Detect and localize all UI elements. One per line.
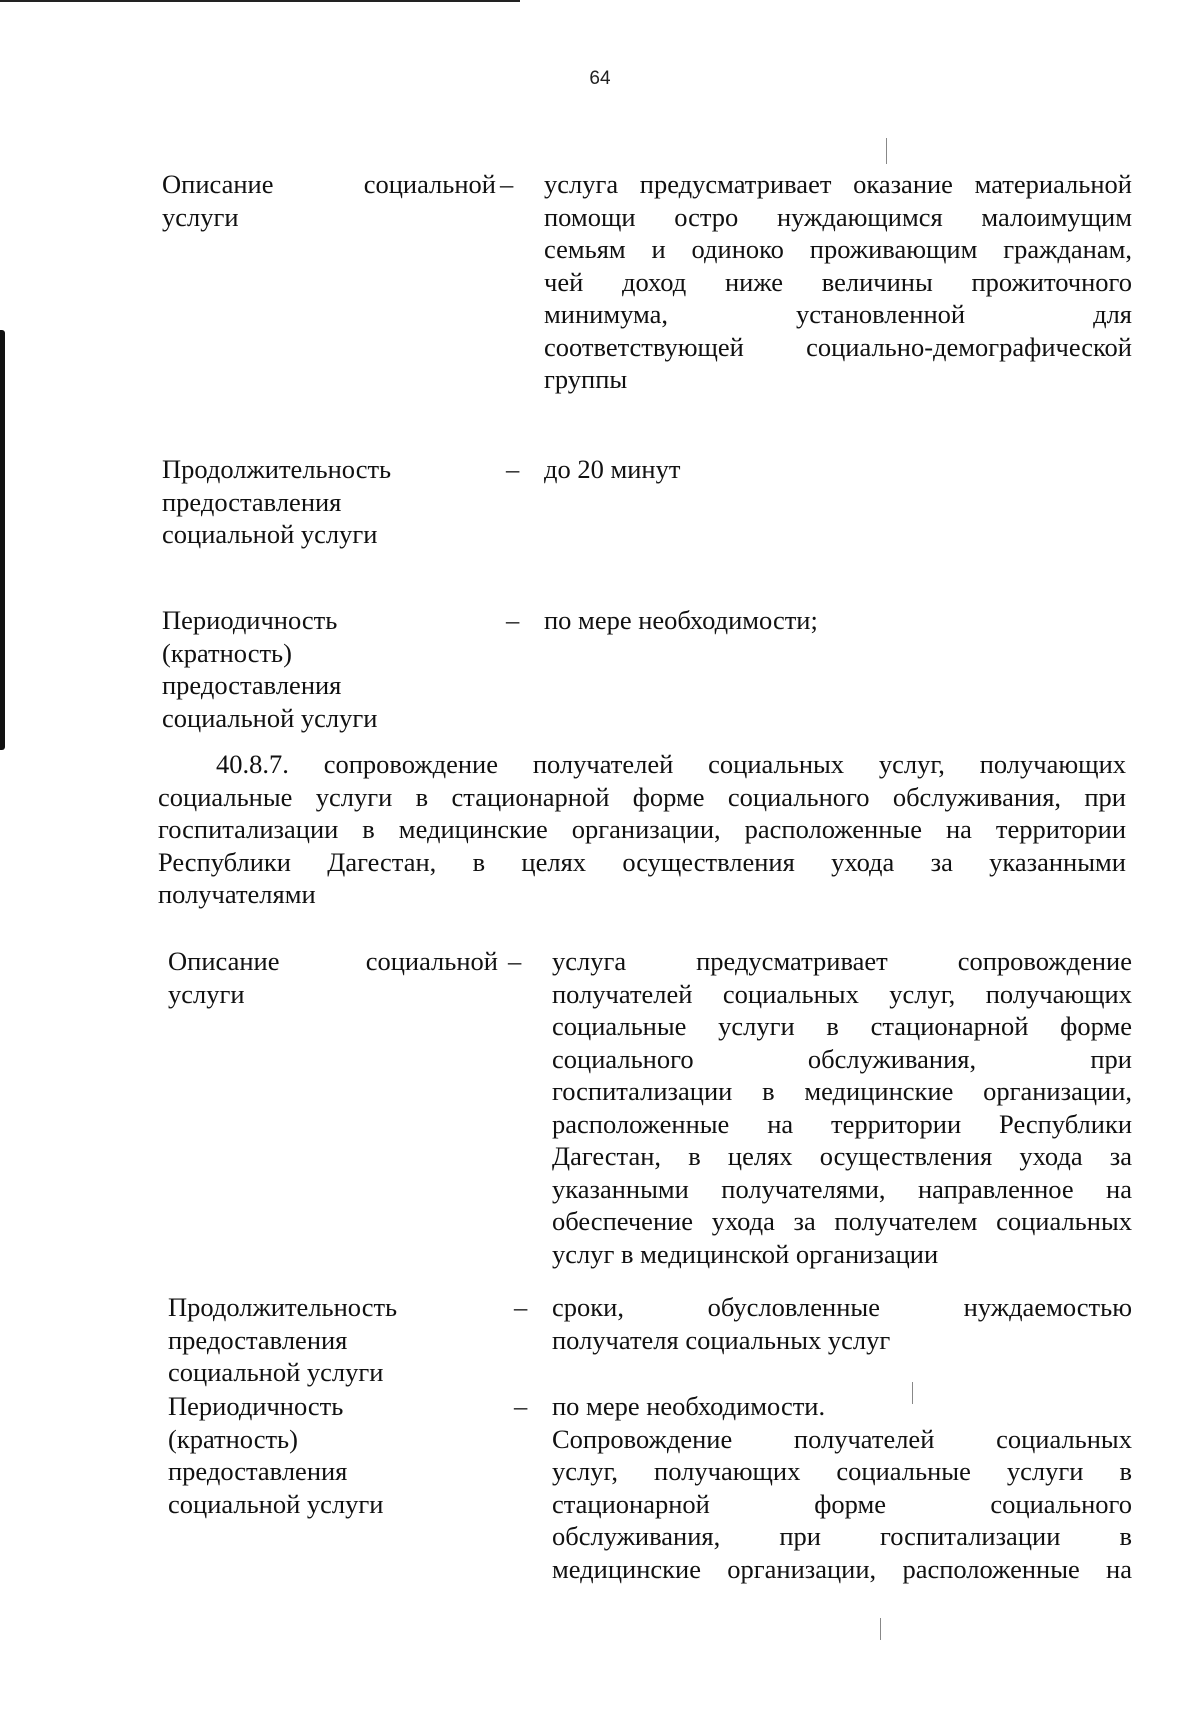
s2-period-label-line: предоставления xyxy=(168,1456,348,1486)
s1-period-label-line: предоставления xyxy=(162,670,342,700)
s2-description-value xyxy=(552,945,1132,1270)
s2-period-line: медицинские организации, расположенные на xyxy=(552,1553,1132,1584)
s2-description-label-line: услуги xyxy=(168,978,245,1009)
paragraph-line: Республики Дагестан, в целях осуществления ухода за указанными xyxy=(158,846,1126,877)
paragraph-line: социальные услуги в стационарной форме социального обслуживания, при xyxy=(158,781,1126,812)
s1-description-dash: – xyxy=(500,169,514,199)
s2-period-line: по мере необходимости. xyxy=(552,1391,826,1421)
page-number: 64 xyxy=(589,68,611,89)
s2-description-label xyxy=(168,945,498,1010)
s1-description-line: чей доход ниже величины прожиточного xyxy=(544,266,1132,297)
s1-duration-label-line: социальной услуги xyxy=(162,519,378,549)
scan-edge-top xyxy=(0,0,520,6)
s1-period-label-line: Периодичность xyxy=(162,605,338,635)
s2-duration-line: сроки, обусловленные нуждаемостью xyxy=(552,1292,1132,1322)
paragraph-line: получателями xyxy=(158,879,316,909)
paragraph-line: госпитализации в медицинские организации, расположенные на территории xyxy=(158,814,1126,844)
s2-description-line: услуга предусматривает сопровождение xyxy=(552,946,1132,976)
s2-duration-dash: – xyxy=(514,1292,528,1322)
s2-period-value xyxy=(552,1390,1132,1585)
s1-description-line: семьям и одиноко проживающим гражданам, xyxy=(544,234,1132,264)
s1-description-value xyxy=(544,168,1132,396)
s2-description-label-line: Описание социальной xyxy=(168,946,498,976)
s1-period-label xyxy=(162,604,496,734)
s2-duration-line: получателя социальных услуг xyxy=(552,1324,891,1355)
s2-period-line: услуг, получающих социальные услуги в xyxy=(552,1456,1132,1486)
s2-duration-value xyxy=(552,1291,1132,1356)
s2-description-line: обеспечение ухода за получателем социальных xyxy=(552,1206,1132,1236)
paragraph-40-8-7 xyxy=(158,748,1126,911)
s1-period-value xyxy=(544,604,1132,637)
s2-period-label-line: (кратность) xyxy=(168,1423,298,1454)
s1-duration-value xyxy=(544,453,1132,486)
s1-description-line: минимума, установленной для xyxy=(544,299,1132,329)
s2-duration-label-line: Продолжительность xyxy=(168,1292,398,1322)
s2-period-label xyxy=(168,1390,498,1520)
s2-duration-label xyxy=(168,1291,498,1389)
s1-duration-line: до 20 минут xyxy=(544,454,681,484)
s1-description-label-line: услуги xyxy=(162,201,239,232)
s1-description-line: группы xyxy=(544,364,628,394)
scan-edge-left xyxy=(0,330,5,750)
s1-description-line: услуга предусматривает оказание материальной xyxy=(544,169,1132,199)
s1-period-label-line: социальной услуги xyxy=(162,702,378,733)
s2-description-line: социального обслуживания, при xyxy=(552,1043,1132,1074)
s1-description-line: помощи остро нуждающимся малоимущим xyxy=(544,201,1132,232)
s2-period-line: Сопровождение получателей социальных xyxy=(552,1423,1132,1454)
scan-artifact xyxy=(912,1382,913,1404)
s2-description-line: получателей социальных услуг, получающих xyxy=(552,978,1132,1009)
s2-description-line: услуг в медицинской организации xyxy=(552,1238,939,1269)
s2-period-dash: – xyxy=(514,1391,528,1421)
s2-description-line: госпитализации в медицинские организации, xyxy=(552,1076,1132,1106)
scan-artifact xyxy=(886,138,887,164)
s1-duration-dash: – xyxy=(506,454,520,484)
s1-period-dash: – xyxy=(506,605,520,635)
s2-period-label-line: социальной услуги xyxy=(168,1488,384,1519)
s1-duration-label-line: предоставления xyxy=(162,486,342,517)
s2-description-line: Дагестан, в целях осуществления ухода за xyxy=(552,1141,1132,1171)
s1-duration-label xyxy=(162,453,496,551)
s2-description-line: указанными получателями, направленное на xyxy=(552,1173,1132,1204)
scan-artifact xyxy=(880,1618,881,1640)
s2-period-line: обслуживания, при госпитализации в xyxy=(552,1521,1132,1551)
s2-duration-label-line: социальной услуги xyxy=(168,1357,384,1387)
s2-duration-label-line: предоставления xyxy=(168,1324,348,1355)
s1-period-line: по мере необходимости; xyxy=(544,605,818,635)
s1-description-label xyxy=(162,168,496,233)
s2-description-dash: – xyxy=(508,946,522,976)
s2-description-line: социальные услуги в стационарной форме xyxy=(552,1011,1132,1041)
s1-duration-label-line: Продолжительность xyxy=(162,454,392,484)
s1-description-label-line: Описание социальной xyxy=(162,169,496,199)
s2-period-line: стационарной форме социального xyxy=(552,1488,1132,1519)
s1-description-line: соответствующей социально-демографической xyxy=(544,331,1132,362)
s2-description-line: расположенные на территории Республики xyxy=(552,1108,1132,1139)
paragraph-line: 40.8.7. сопровождение получателей социальных услуг, получающих xyxy=(216,749,1126,779)
s1-period-label-line: (кратность) xyxy=(162,637,292,668)
s2-period-label-line: Периодичность xyxy=(168,1391,344,1421)
